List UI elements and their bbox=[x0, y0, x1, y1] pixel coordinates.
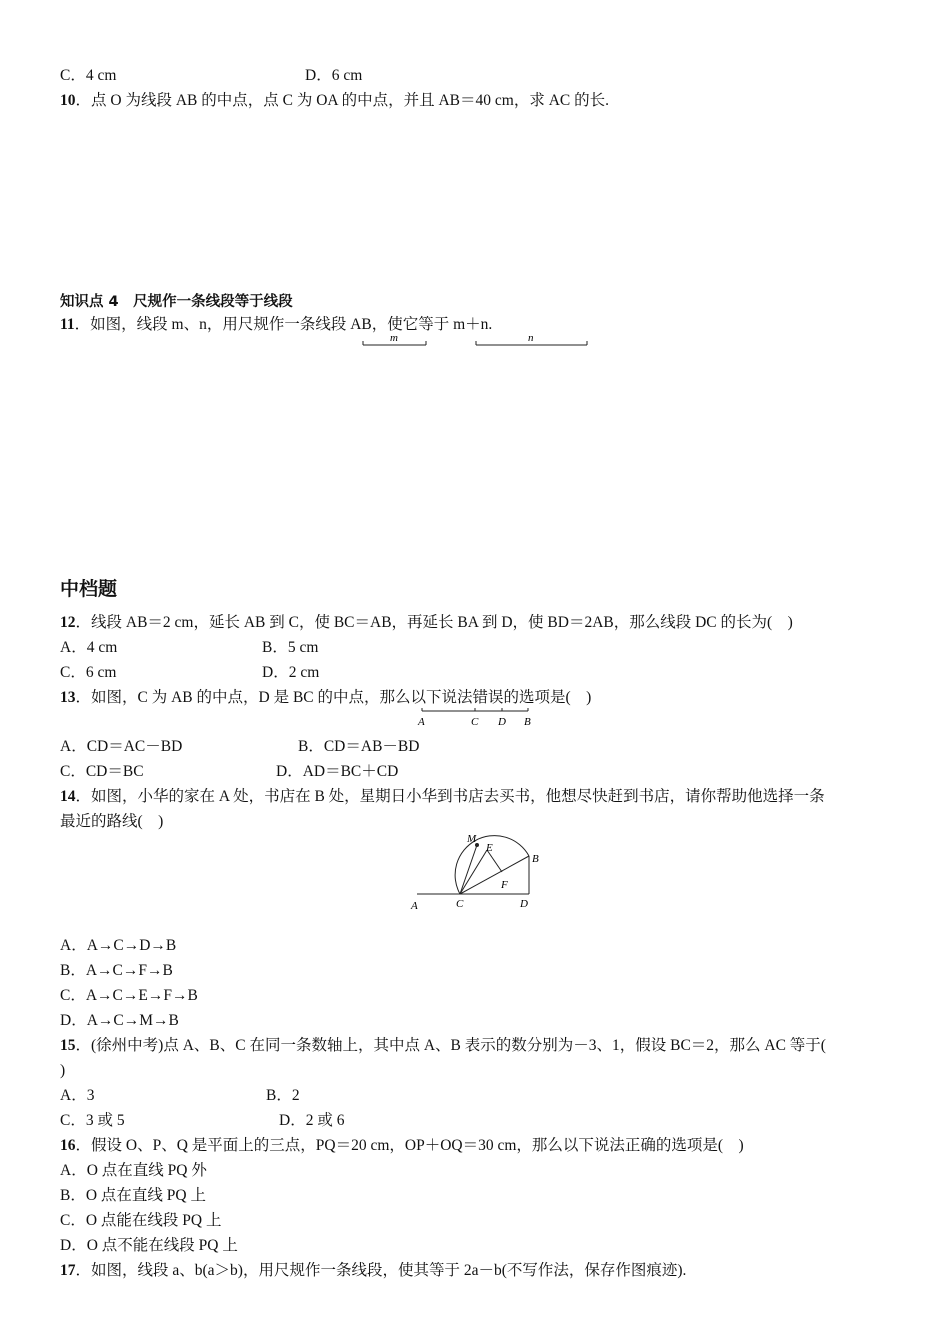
question-text: ．(徐州中考)点 A、B、C 在同一条数轴上，其中点 A、B 表示的数分别为－3、1，假设 BC＝2，那么 AC 等于( bbox=[75, 1037, 826, 1054]
segment-acdb-figure bbox=[410, 705, 540, 731]
q12-option-c: C．6 cm bbox=[60, 664, 117, 681]
question-text: ．点 O 为线段 AB 的中点，点 C 为 OA 的中点，并且 AB＝40 cm，求 AC 的长. bbox=[75, 92, 609, 109]
label-e: E bbox=[486, 842, 493, 854]
q13-option-b: B．CD＝AB－BD bbox=[298, 738, 420, 755]
label-n: n bbox=[528, 332, 534, 344]
question-text: ．如图，线段 m、n，用尺规作一条线段 AB，使它等于 m＋n. bbox=[74, 316, 493, 333]
q16-option-c: C．O 点能在线段 PQ 上 bbox=[60, 1212, 222, 1229]
question-text: ．如图，小华的家在 A 处，书店在 B 处，星期日小华到书店去买书，他想尽快赶到书店，请你帮助他选择一条 bbox=[75, 788, 825, 805]
label-b: B bbox=[524, 716, 531, 728]
question-text: ．线段 AB＝2 cm，延长 AB 到 C，使 BC＝AB，再延长 BA 到 D，使 BD＝2AB，那么线段 DC 的长为( ) bbox=[75, 614, 793, 631]
question-10 bbox=[60, 91, 609, 111]
section-heading: 中档题 bbox=[60, 578, 118, 600]
question-number: 17 bbox=[60, 1262, 76, 1279]
question-15-continued: ) bbox=[60, 1062, 66, 1079]
q16-option-d: D．O 点不能在线段 PQ 上 bbox=[60, 1237, 238, 1254]
q9-option-c: C．4 cm bbox=[60, 67, 117, 84]
segments-m-n-figure bbox=[355, 330, 600, 350]
question-number: 11 bbox=[60, 316, 75, 333]
label-m: m bbox=[390, 332, 398, 344]
question-number: 16 bbox=[60, 1137, 76, 1154]
question-text: ．如图，C 为 AB 的中点，D 是 BC 的中点，那么以下说法错误的选项是( ) bbox=[75, 689, 592, 706]
label-d: D bbox=[498, 716, 506, 728]
q14-option-d: D．A→C→M→B bbox=[60, 1012, 179, 1029]
question-15 bbox=[60, 1036, 826, 1056]
question-text: ．假设 O、P、Q 是平面上的三点，PQ＝20 cm，OP＋OQ＝30 cm，那么以下说法正确的选项是( ) bbox=[75, 1137, 744, 1154]
q14-option-a: A．A→C→D→B bbox=[60, 937, 177, 954]
q14-option-b: B．A→C→F→B bbox=[60, 962, 173, 979]
q13-option-a: A．CD＝AC－BD bbox=[60, 738, 183, 755]
question-14 bbox=[60, 787, 825, 807]
label-m: M bbox=[467, 833, 477, 845]
q15-option-d: D．2 或 6 bbox=[279, 1112, 345, 1129]
q15-option-a: A．3 bbox=[60, 1087, 95, 1104]
question-number: 12 bbox=[60, 614, 76, 631]
q13-option-c: C．CD＝BC bbox=[60, 763, 144, 780]
question-number: 13 bbox=[60, 689, 76, 706]
label-f: F bbox=[501, 879, 508, 891]
question-12 bbox=[60, 613, 793, 633]
q15-option-b: B．2 bbox=[266, 1087, 300, 1104]
q12-option-d: D．2 cm bbox=[262, 664, 320, 681]
label-c: C bbox=[471, 716, 479, 728]
question-number: 14 bbox=[60, 788, 76, 805]
route-figure bbox=[405, 826, 555, 914]
q15-option-c: C．3 或 5 bbox=[60, 1112, 125, 1129]
question-number: 15 bbox=[60, 1037, 76, 1054]
question-17 bbox=[60, 1261, 686, 1281]
question-number: 10 bbox=[60, 92, 76, 109]
q12-option-a: A．4 cm bbox=[60, 639, 118, 656]
q16-option-b: B．O 点在直线 PQ 上 bbox=[60, 1187, 206, 1204]
q16-option-a: A．O 点在直线 PQ 外 bbox=[60, 1162, 207, 1179]
label-a: A bbox=[418, 716, 425, 728]
label-b: B bbox=[532, 853, 539, 865]
label-c: C bbox=[456, 898, 464, 910]
knowledge-point-heading: 知识点 4 尺规作一条线段等于线段 bbox=[60, 294, 293, 310]
question-16 bbox=[60, 1136, 744, 1156]
question-14-continued: 最近的路线( ) bbox=[60, 813, 164, 830]
q12-option-b: B．5 cm bbox=[262, 639, 319, 656]
question-text: ．如图，线段 a、b(a＞b)，用尺规作一条线段，使其等于 2a－b(不写作法，保存作图痕迹). bbox=[75, 1262, 687, 1279]
q14-option-c: C．A→C→E→F→B bbox=[60, 987, 198, 1004]
label-a: A bbox=[411, 900, 418, 912]
label-d: D bbox=[520, 898, 528, 910]
q13-option-d: D．AD＝BC＋CD bbox=[276, 763, 399, 780]
q9-option-d: D．6 cm bbox=[305, 67, 363, 84]
